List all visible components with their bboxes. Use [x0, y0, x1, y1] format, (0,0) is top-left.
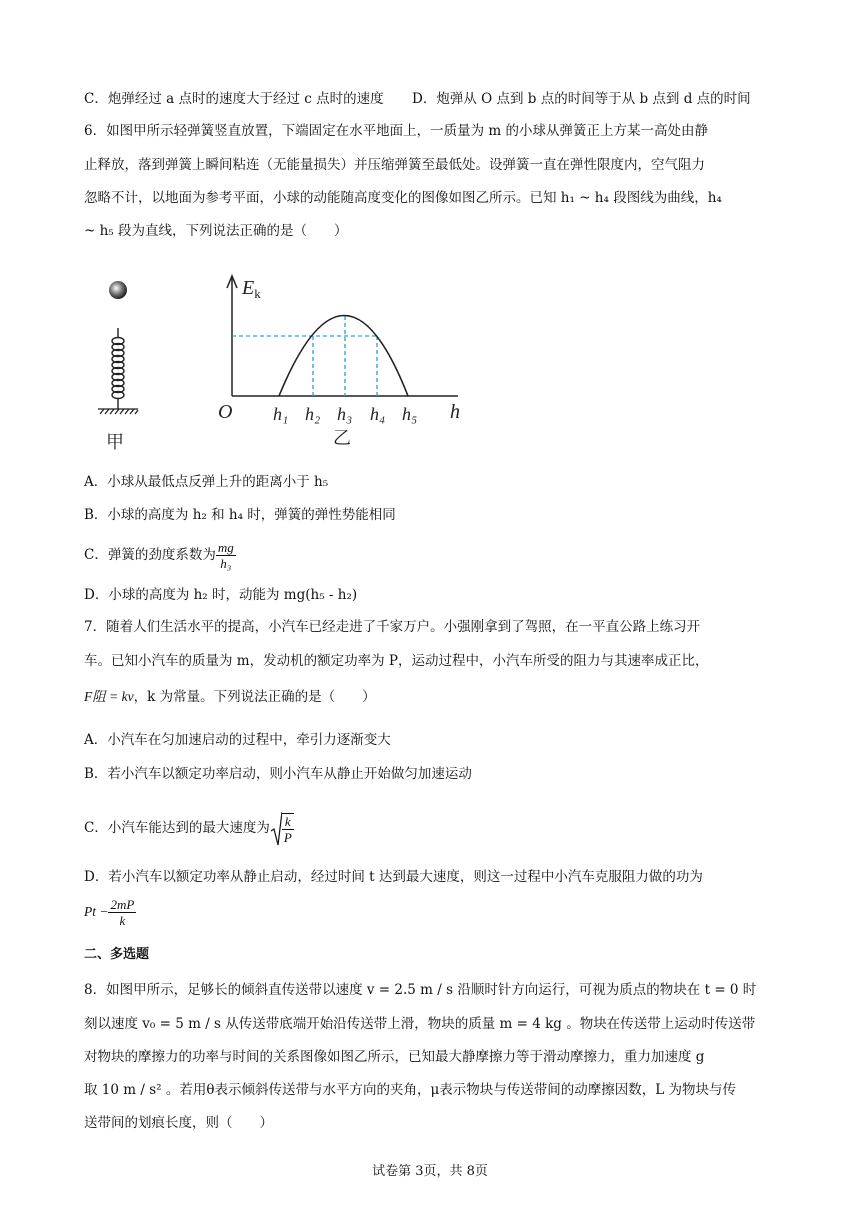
q7-option-d-pre: Pt −: [84, 904, 109, 919]
fig-b-label: 乙: [333, 428, 351, 449]
q7-stem-line-3: [84, 687, 376, 707]
q7-option-a: A．小汽车在匀加速启动的过程中，牵引力逐渐变大: [84, 732, 391, 748]
q7-stem-line-2: 车。已知小汽车的质量为 m，发动机的额定功率为 P，运动过程中，小汽车所受的阻力与其速率成正比，: [84, 653, 709, 669]
ball: [109, 281, 127, 299]
q5-option-d: D．炮弹从 O 点到 b 点的时间等于从 b 点到 d 点的时间: [412, 91, 751, 107]
q6-stem-line-3: 忽略不计，以地面为参考平面，小球的动能随高度变化的图像如图乙所示。已知 h₁ ~ h₄ 段图线为曲线，h₄: [84, 190, 722, 206]
q7-stem-line-3-rest: ，k 为常量。下列说法正确的是（ ）: [133, 689, 376, 705]
q7-option-d-line-1: D．若小汽车以额定功率从静止启动，经过时间 t 达到最大速度，则这一过程中小汽车克服阻力做的功为: [84, 869, 703, 885]
axis-y-label: $E_k$: [242, 277, 261, 301]
q7-option-d-line-2: [84, 895, 136, 929]
ek-curve: [279, 316, 408, 397]
q6-stem-line-1: 6．如图甲所示轻弹簧竖直放置，下端固定在水平地面上，一质量为 m 的小球从弹簧正上方某一高处由静: [84, 123, 708, 139]
tick-h5: h₅: [402, 404, 418, 424]
q8-stem-line-5: 送带间的划痕长度，则（ ）: [84, 1115, 273, 1131]
dashed-guides: [232, 316, 377, 396]
q7-option-b: B．若小汽车以额定功率启动，则小汽车从静止开始做匀加速运动: [84, 766, 472, 782]
fig-a-label: 甲: [106, 432, 124, 453]
spring: [112, 328, 124, 409]
q7-option-d-fraction: $\frac{2mP}{k}$: [110, 897, 135, 928]
section-multi-choice: 二、多选题: [84, 947, 150, 962]
q6-option-b: B．小球的高度为 h₂ 和 h₄ 时，弹簧的弹性势能相同: [84, 507, 396, 523]
tick-h1: h₁: [273, 404, 289, 424]
q5-option-c: C．炮弹经过 a 点时的速度大于经过 c 点时的速度: [84, 91, 384, 107]
tick-h3: h₃: [337, 404, 353, 424]
q6-option-a: A．小球从最低点反弹上升的距离小于 h₅: [84, 474, 329, 490]
ground: [98, 409, 138, 414]
tick-h4: h₄: [370, 404, 386, 424]
q6-stem-line-4: ~ h₅ 段为直线，下列说法正确的是（ ）: [84, 223, 348, 239]
q8-stem-line-2: 刻以速度 v₀ = 5 m / s 从传送带底端开始沿传送带上滑，物块的质量 m = 4 kg 。物块在传送带上运动时传送带: [84, 1016, 756, 1032]
q6-figure: [84, 268, 484, 458]
q6-stem-line-2: 止释放，落到弹簧上瞬间粘连（无能量损失）并压缩弹簧至最低处。设弹簧一直在弹性限度内，空气阻力: [84, 157, 705, 173]
q7-resistance-formula: F阻 = kv: [84, 689, 134, 704]
q8-stem-line-4: 取 10 m / s² 。若用θ表示倾斜传送带与水平方向的夹角，μ表示物块与传送带间的动摩擦因数，L 为物块与传: [84, 1082, 736, 1098]
q8-stem-line-3: 对物块的摩擦力的功率与时间的关系图像如图乙所示，已知最大静摩擦力等于滑动摩擦力，重力加速度 g: [84, 1049, 705, 1065]
page-footer: 试卷第 3页，共 8页: [372, 1164, 488, 1179]
q6-option-c: [84, 538, 236, 572]
q6-option-c-prefix: C．弹簧的劲度系数为: [84, 547, 216, 563]
q6-option-c-fraction: $\frac{mg}{\text{h₃}}$: [217, 540, 234, 571]
axis-x-label: h: [450, 401, 460, 423]
q7-option-c: [84, 808, 294, 849]
q7-stem-line-1: 7．随着人们生活水平的提高，小汽车已经走进了千家万户。小强刚拿到了驾照，在一平直公路上练习开: [84, 619, 701, 635]
q8-stem-line-1: 8．如图甲所示，足够长的倾斜直传送带以速度 v = 2.5 m / s 沿顺时针方向运行，可视为质点的物块在 t = 0 时: [84, 982, 757, 998]
q7-option-c-prefix: C．小汽车能达到的最大速度为: [84, 820, 270, 836]
tick-h2: h₂: [305, 404, 321, 424]
origin-label: O: [218, 401, 233, 423]
q6-option-d: D．小球的高度为 h₂ 时，动能为 mg(h₅ - h₂): [84, 587, 358, 603]
q7-option-c-sqrt: $\frac{k}{P}$: [270, 809, 294, 849]
